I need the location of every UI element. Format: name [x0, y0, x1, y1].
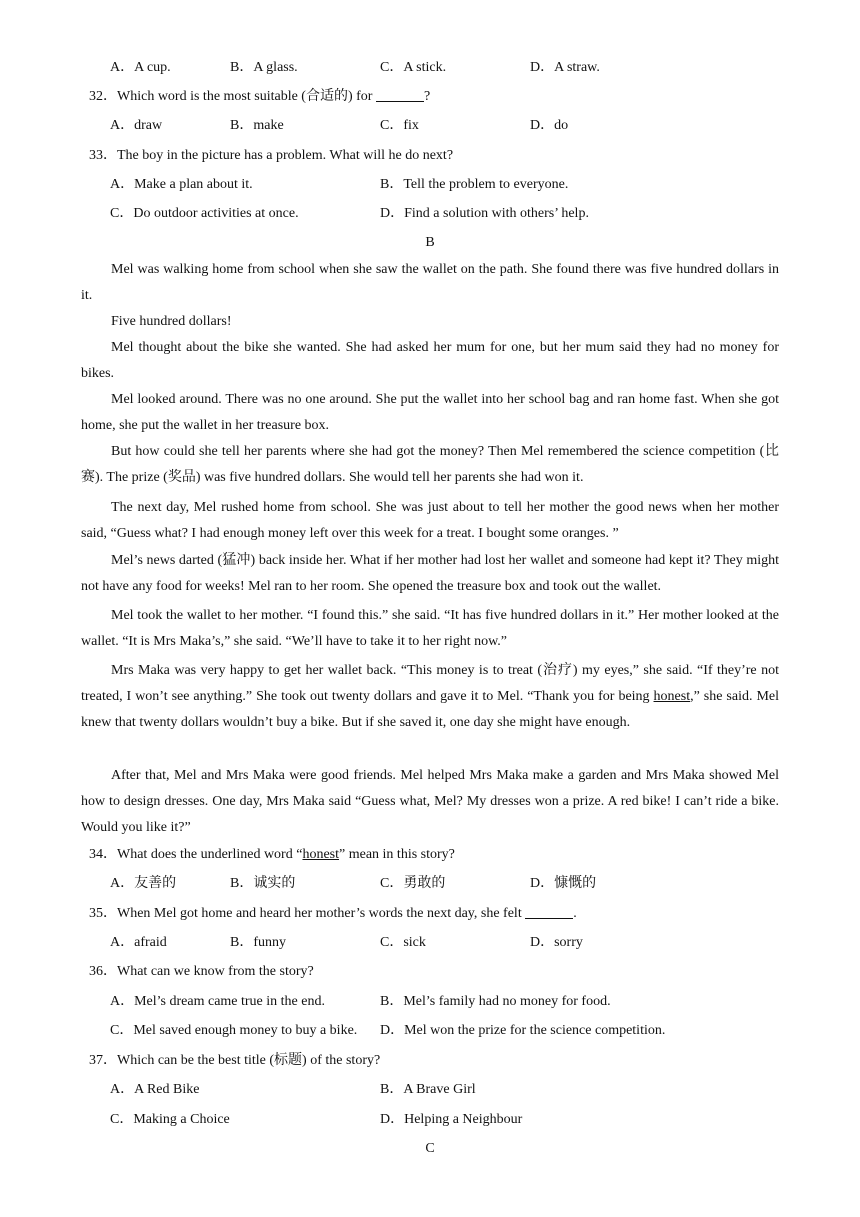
q36-option-d: D．Mel won the prize for the science competition.: [380, 1023, 666, 1038]
q35-stem-text: 35．When Mel got home and heard her mother’s words the next day, she felt: [89, 906, 526, 921]
q33-option-b: B．Tell the problem to everyone.: [380, 177, 569, 192]
passage-paragraph-1: Mel was walking home from school when she saw the wallet on the path. She found there was five hundred dollars in it.: [81, 262, 779, 303]
q36-options-row2: [81, 1020, 779, 1042]
q36-option-a: A．Mel’s dream came true in the end.: [110, 994, 325, 1009]
q34-option-a: A．友善的: [110, 876, 177, 891]
section-b-heading: B: [425, 235, 435, 250]
q37-options-row1: [81, 1079, 779, 1101]
q34-option-b: B．诚实的: [230, 876, 296, 891]
q35-option-c: C．sick: [380, 935, 426, 950]
q31-option-a: A．A cup.: [110, 60, 171, 75]
q33-option-d: D．Find a solution with others’ help.: [380, 206, 589, 221]
q32-option-d: D．do: [530, 118, 569, 133]
q35-option-a: A．afraid: [110, 935, 167, 950]
q33-stem-text: 33．The boy in the picture has a problem. What will he do next?: [89, 148, 454, 163]
q32-stem: [81, 86, 779, 108]
q35-stem: [81, 903, 779, 925]
q36-options-row1: [81, 991, 779, 1013]
passage-paragraph-4: Mel looked around. There was no one around. She put the wallet into her school bag and ran home fast. When she got home, she put the wallet in her treasure box.: [81, 392, 779, 433]
q32-option-a: A．draw: [110, 118, 163, 133]
passage-paragraph-9: [81, 658, 779, 736]
q36-option-c: C．Mel saved enough money to buy a bike.: [110, 1023, 358, 1038]
passage-paragraph-8: Mel took the wallet to her mother. “I found this.” she said. “It has five hundred dollars in it.” Her mother looked at the wallet. “It is Mrs Maka’s,” she said. “We’ll have to take it to her right now.”: [81, 608, 779, 649]
q36-option-b: B．Mel’s family had no money for food.: [380, 994, 611, 1009]
q36-stem-text: 36．What can we know from the story?: [89, 964, 314, 979]
q37-option-d: D．Helping a Neighbour: [380, 1112, 523, 1127]
passage-paragraph-7: Mel’s news darted (猛冲) back inside her. What if her mother had lost her wallet and someone had kept it? They might not have any food for weeks! Mel ran to her room. She opened the treasure box and took out the wallet.: [81, 553, 779, 594]
q34-stem: [81, 844, 779, 866]
paragraph-9-start: Mrs Maka was very happy to get her wallet back. “This money is to treat (治疗) my eyes,” she said. “If they’re not treated, I won’t see anything.” She took out twenty dollars and gave it to Mel. “Thank you for being: [81, 663, 779, 704]
q32-stem-end: ?: [423, 89, 431, 104]
q34-option-c: C．勇敢的: [380, 876, 446, 891]
section-c-heading: C: [425, 1141, 435, 1156]
q31-option-c: C．A stick.: [380, 60, 447, 75]
q35-stem-end: .: [573, 906, 577, 921]
q31-option-b: B．A glass.: [230, 60, 298, 75]
q31-option-d: D．A straw.: [530, 60, 600, 75]
q36-stem: [81, 961, 779, 983]
q33-options-row2: [81, 203, 779, 225]
q32-option-b: B．make: [230, 118, 284, 133]
q32-stem-text: 32．Which word is the most suitable (合适的) for: [89, 89, 376, 104]
q37-stem: [81, 1050, 779, 1072]
q37-option-a: A．A Red Bike: [110, 1082, 200, 1097]
q37-option-c: C．Making a Choice: [110, 1112, 230, 1127]
passage-paragraph-3: Mel thought about the bike she wanted. She had asked her mum for one, but her mum said they had no money for bikes.: [81, 340, 779, 381]
passage-paragraph-5: But how could she tell her parents where she had got the money? Then Mel remembered the science competition (比赛). The prize (奖品) was five hundred dollars. She would tell her parents she had won it.: [81, 444, 779, 485]
q35-options: [81, 932, 779, 954]
q35-option-d: D．sorry: [530, 935, 583, 950]
q31-options: [81, 57, 779, 79]
passage-paragraph-2: Five hundred dollars!: [111, 314, 232, 329]
answer-blank: [376, 87, 424, 102]
q32-options: [81, 115, 779, 137]
answer-blank: [525, 904, 573, 919]
underlined-word-honest: honest: [653, 689, 691, 704]
q33-options-row1: [81, 174, 779, 196]
q32-option-c: C．fix: [380, 118, 419, 133]
q34-stem-text: 34．What does the underlined word “: [89, 847, 303, 862]
q34-stem-end: ” mean in this story?: [339, 847, 455, 862]
q34-options: [81, 873, 779, 895]
q34-underlined-word: honest: [302, 847, 340, 862]
q37-stem-text: 37．Which can be the best title (标题) of the story?: [89, 1053, 381, 1068]
q37-option-b: B．A Brave Girl: [380, 1082, 476, 1097]
passage-paragraph-10: After that, Mel and Mrs Maka were good friends. Mel helped Mrs Maka make a garden and Mrs Maka showed Mel how to design dresses. One day, Mrs Maka said “Guess what, Mel? My dresses won a prize. A red bike! I can’t ride a bike. Would you like it?”: [81, 768, 779, 835]
q35-option-b: B．funny: [230, 935, 286, 950]
q33-option-a: A．Make a plan about it.: [110, 177, 253, 192]
paragraph-9-end: ,” she said. Mel knew that twenty dollars wouldn’t buy a bike. But if she saved it, one day she might have enough.: [81, 689, 779, 730]
q37-options-row2: [81, 1109, 779, 1131]
passage-paragraph-6: The next day, Mel rushed home from school. She was just about to tell her mother the good news when her mother said, “Guess what? I had enough money left over this week for a treat. I bought some oranges. ”: [81, 500, 779, 541]
q33-stem: [81, 145, 779, 167]
q34-option-d: D．慷慨的: [530, 876, 597, 891]
q33-option-c: C．Do outdoor activities at once.: [110, 206, 299, 221]
